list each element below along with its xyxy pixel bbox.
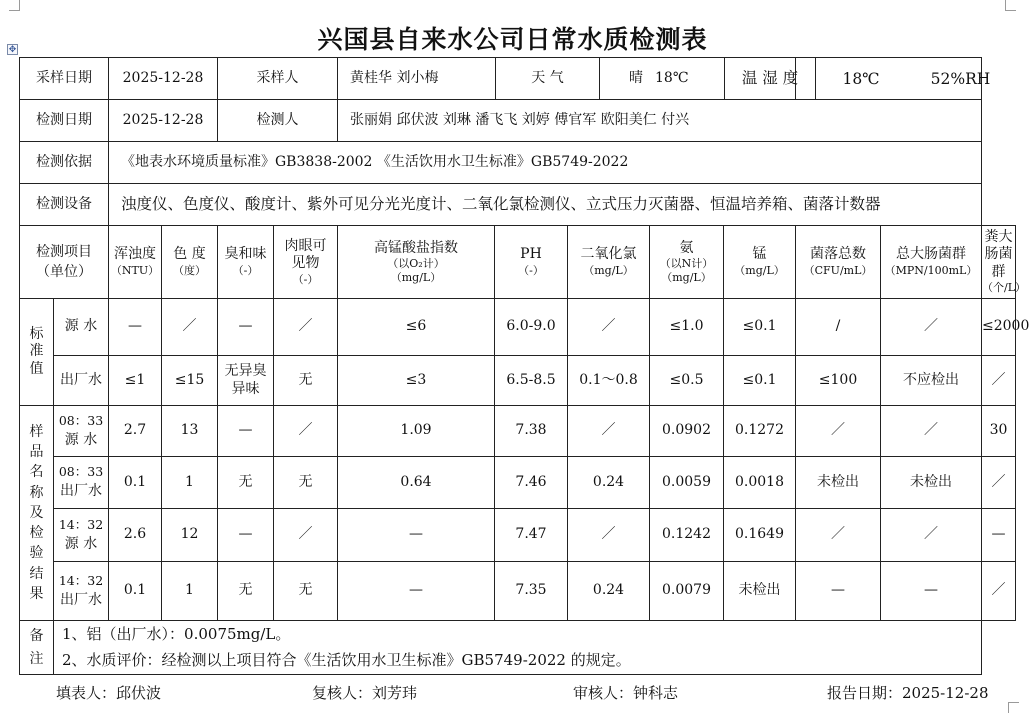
table-cell: / <box>796 299 881 356</box>
col-colony-count <box>796 226 881 299</box>
col-unit: （-） <box>232 263 259 277</box>
sample-row <box>20 457 1016 509</box>
table-cell: 0.64 <box>338 457 495 509</box>
col-visible-matter <box>274 226 338 299</box>
table-cell: ／ <box>982 356 1016 406</box>
table-cell: — <box>218 406 274 457</box>
table-cell: 0.24 <box>568 457 650 509</box>
table-cell: 0.1 <box>109 562 162 621</box>
table-cell: 7.46 <box>495 457 568 509</box>
table-cell: 7.47 <box>495 509 568 562</box>
testing-row <box>20 100 1016 142</box>
table-cell: ／ <box>568 509 650 562</box>
report-date: 报告日期：2025-12-28 <box>827 684 989 702</box>
table-cell: 无 <box>218 457 274 509</box>
testers-value: 张丽娟 邱伏波 刘琳 潘飞飞 刘婷 傅官军 欧阳美仁 付兴 <box>338 100 982 142</box>
col-manganese <box>724 226 796 299</box>
table-cell: ／ <box>568 299 650 356</box>
table-cell: 1.09 <box>338 406 495 457</box>
items-header-row <box>20 226 1016 299</box>
table-cell: 6.0-9.0 <box>495 299 568 356</box>
sample-name <box>54 457 109 509</box>
col-unit: （-） <box>518 263 544 277</box>
col-unit: （mg/L） <box>583 263 634 277</box>
table-cell: 7.35 <box>495 562 568 621</box>
table-cell: 不应检出 <box>881 356 982 406</box>
samplers-value: 黄桂华 刘小梅 <box>350 69 439 86</box>
col-name: 色 度 <box>173 246 206 263</box>
table-cell: 未检出 <box>724 562 796 621</box>
table-cell: 无 <box>274 457 338 509</box>
remark-line: 1、铝（出厂水）：0.0075mg/L。 <box>62 625 291 643</box>
document-title: 兴国县自来水公司日常水质检测表 <box>317 25 708 54</box>
table-cell: ／ <box>982 562 1016 621</box>
sample-time: 14：32 <box>58 516 104 532</box>
samples-label-char: 样 <box>29 423 44 440</box>
samples-label-char: 结 <box>29 565 44 582</box>
sample-row <box>20 509 1016 562</box>
col-odor <box>218 226 274 299</box>
items-header-label <box>20 226 109 299</box>
col-permanganate <box>338 226 495 299</box>
table-cell: 0.0059 <box>650 457 724 509</box>
col-unit: （MPN/100mL） <box>884 263 978 277</box>
table-cell: ≤15 <box>162 356 218 406</box>
temp-humidity-temp: 18℃ <box>842 69 880 88</box>
table-cell: ／ <box>982 457 1016 509</box>
table-cell: 0.0079 <box>650 562 724 621</box>
sample-time: 08：33 <box>58 464 104 480</box>
table-cell: ≤3 <box>338 356 495 406</box>
col-unit: （CFU/mL） <box>803 263 873 277</box>
col-name: 二氧化氯 <box>580 246 637 263</box>
sample-type: 源 水 <box>64 535 98 552</box>
sample-row <box>20 562 1016 621</box>
table-cell: ≤1 <box>109 356 162 406</box>
standard-label-char: 标 <box>29 325 44 342</box>
water-quality-table <box>19 57 1029 675</box>
sample-type: 出厂水 <box>60 591 102 608</box>
col-chlorine-dioxide <box>568 226 650 299</box>
table-cell: ／ <box>796 509 881 562</box>
col-name-2: （以O₂计） <box>387 257 445 270</box>
table-cell: 0.1272 <box>724 406 796 457</box>
table-cell: ／ <box>274 299 338 356</box>
basis-row <box>20 142 1016 184</box>
table-cell: — <box>881 562 982 621</box>
col-name: 肉眼可 <box>284 237 327 254</box>
sample-name <box>54 509 109 562</box>
table-cell: 2.7 <box>109 406 162 457</box>
table-cell: 0.1 <box>109 457 162 509</box>
sampling-date-label: 采样日期 <box>20 58 109 100</box>
table-cell: — <box>796 562 881 621</box>
standard-row-name: 出厂水 <box>54 356 109 406</box>
samples-label-char: 名 <box>29 464 44 481</box>
sample-name <box>54 562 109 621</box>
table-cell: 0.0902 <box>650 406 724 457</box>
sample-time: 08：33 <box>58 412 104 428</box>
humidity-value: 52%RH <box>930 69 991 88</box>
table-cell: 无异臭异味 <box>218 356 274 406</box>
col-turbidity <box>109 226 162 299</box>
samples-label-char: 及 <box>29 504 44 521</box>
col-name: 高锰酸盐指数 <box>374 239 458 256</box>
table-cell: — <box>109 299 162 356</box>
table-cell: 无 <box>274 356 338 406</box>
col-name: 臭和味 <box>224 246 267 263</box>
col-ammonia <box>650 226 724 299</box>
table-cell: ／ <box>568 406 650 457</box>
items-label: 检测项目 <box>36 243 92 260</box>
col-unit: （-） <box>292 272 319 286</box>
table-cell: — <box>218 509 274 562</box>
sample-type: 出厂水 <box>60 483 102 500</box>
col-unit: （mg/L） <box>390 270 442 284</box>
temp-humidity-group <box>724 58 1015 99</box>
table-cell: 未检出 <box>796 457 881 509</box>
remarks-label <box>20 621 54 675</box>
table-cell: 6.5-8.5 <box>495 356 568 406</box>
auditor-signature: 审核人：钟科志 <box>573 684 679 702</box>
testers-label: 检测人 <box>218 100 338 142</box>
standard-row-source <box>20 299 1016 356</box>
sampling-date-value: 2025-12-28 <box>109 58 218 100</box>
reviewer-signature: 复核人：刘芳玮 <box>312 684 418 702</box>
equipment-label: 检测设备 <box>20 184 109 226</box>
testing-date-value: 2025-12-28 <box>109 100 218 142</box>
remark-line: 2、水质评价：经检测以上项目符合《生活饮用水卫生标准》GB5749-2022 的规定。 <box>62 650 631 669</box>
samples-label <box>20 406 54 621</box>
standard-label-char: 值 <box>29 360 44 377</box>
table-cell: 7.38 <box>495 406 568 457</box>
sample-row <box>20 406 1016 457</box>
table-cell: ／ <box>881 509 982 562</box>
col-name: 锰 <box>752 246 767 263</box>
table-cell: ≤0.5 <box>650 356 724 406</box>
table-cell: ≤0.1 <box>724 356 796 406</box>
col-fecal-coliform <box>982 226 1027 299</box>
table-cell: 未检出 <box>881 457 982 509</box>
table-cell: — <box>982 509 1016 562</box>
page-corner-bottom-right <box>1008 702 1019 713</box>
standard-row-outlet <box>20 356 1016 406</box>
table-cell: 1 <box>162 562 218 621</box>
table-cell: ／ <box>162 299 218 356</box>
basis-label: 检测依据 <box>20 142 109 184</box>
samples-label-char: 检 <box>29 525 44 542</box>
table-cell: — <box>338 509 495 562</box>
table-cell: ／ <box>796 406 881 457</box>
page-corner-top-left <box>9 0 20 11</box>
equipment-value: 浊度仪、色度仪、酸度计、紫外可见分光光度计、二氧化氯检测仪、立式压力灭菌器、恒温培养箱、菌落计数器 <box>109 184 982 226</box>
samples-label-char: 果 <box>29 586 44 603</box>
table-cell: 2.6 <box>109 509 162 562</box>
table-cell: ≤1.0 <box>650 299 724 356</box>
samples-label-char: 称 <box>29 484 44 501</box>
samples-label-char: 品 <box>29 443 44 460</box>
col-name: 浑浊度 <box>114 246 156 263</box>
sample-time: 14：32 <box>58 572 104 588</box>
col-unit: （个/L） <box>982 281 1027 295</box>
col-unit: （NTU） <box>110 263 160 277</box>
table-cell: ≤2000 <box>982 299 1016 356</box>
basis-value: 《地表水环境质量标准》GB3838-2002 《生活饮用水卫生标准》GB5749-2022 <box>109 142 982 184</box>
filler-signature: 填表人：邱伏波 <box>56 684 162 702</box>
table-cell: 30 <box>982 406 1016 457</box>
standard-label-char: 准 <box>29 343 44 360</box>
table-cell: — <box>218 299 274 356</box>
weather-label: 天 气 <box>495 58 599 99</box>
table-cell: 无 <box>218 562 274 621</box>
remarks-label-char: 注 <box>29 650 44 667</box>
sampler-label: 采样人 <box>218 58 338 100</box>
table-cell: ≤100 <box>796 356 881 406</box>
table-move-handle-icon[interactable]: ✥ <box>8 45 17 55</box>
col-color <box>162 226 218 299</box>
table-cell: 0.1～0.8 <box>568 356 650 406</box>
col-name-2: （以N计） <box>659 257 714 270</box>
samples-label-char: 验 <box>29 545 44 562</box>
standard-row-name: 源 水 <box>54 299 109 356</box>
col-ph <box>495 226 568 299</box>
table-cell: 1 <box>162 457 218 509</box>
table-cell: 0.0018 <box>724 457 796 509</box>
col-unit: （mg/L） <box>734 263 785 277</box>
standard-label <box>20 299 54 406</box>
table-cell: ／ <box>274 406 338 457</box>
table-cell: ／ <box>274 509 338 562</box>
table-cell: 13 <box>162 406 218 457</box>
remarks-content <box>54 621 982 675</box>
page-corner-top-right <box>1005 0 1016 11</box>
col-name: 粪大肠菌群 <box>984 228 1013 280</box>
col-name-2: 见物 <box>291 255 320 272</box>
weather-value: 晴 <box>599 58 649 99</box>
equipment-row <box>20 184 1016 226</box>
items-unit-label: （单位） <box>36 264 92 280</box>
col-total-coliform <box>881 226 982 299</box>
temperature-value: 18℃ <box>655 70 689 86</box>
remarks-row <box>20 621 1016 675</box>
sample-type: 源 水 <box>64 431 98 448</box>
table-cell: 0.1242 <box>650 509 724 562</box>
table-cell: — <box>338 562 495 621</box>
table-cell: 0.24 <box>568 562 650 621</box>
sample-name <box>54 406 109 457</box>
col-name: 氨 <box>679 239 694 256</box>
table-cell: ／ <box>881 406 982 457</box>
col-unit: （度） <box>173 263 206 277</box>
col-unit: （mg/L） <box>661 270 712 284</box>
table-cell: 无 <box>274 562 338 621</box>
remarks-label-char: 备 <box>29 628 44 645</box>
table-cell: ≤6 <box>338 299 495 356</box>
testing-date-label: 检测日期 <box>20 100 109 142</box>
table-cell: 0.1649 <box>724 509 796 562</box>
temp-humidity-label: 温 湿 度 <box>724 58 816 99</box>
table-cell: ／ <box>881 299 982 356</box>
col-name: PH <box>520 246 542 263</box>
table-cell: 12 <box>162 509 218 562</box>
col-name: 总大肠菌群 <box>896 246 967 263</box>
col-name: 菌落总数 <box>810 246 867 263</box>
table-cell: ≤0.1 <box>724 299 796 356</box>
